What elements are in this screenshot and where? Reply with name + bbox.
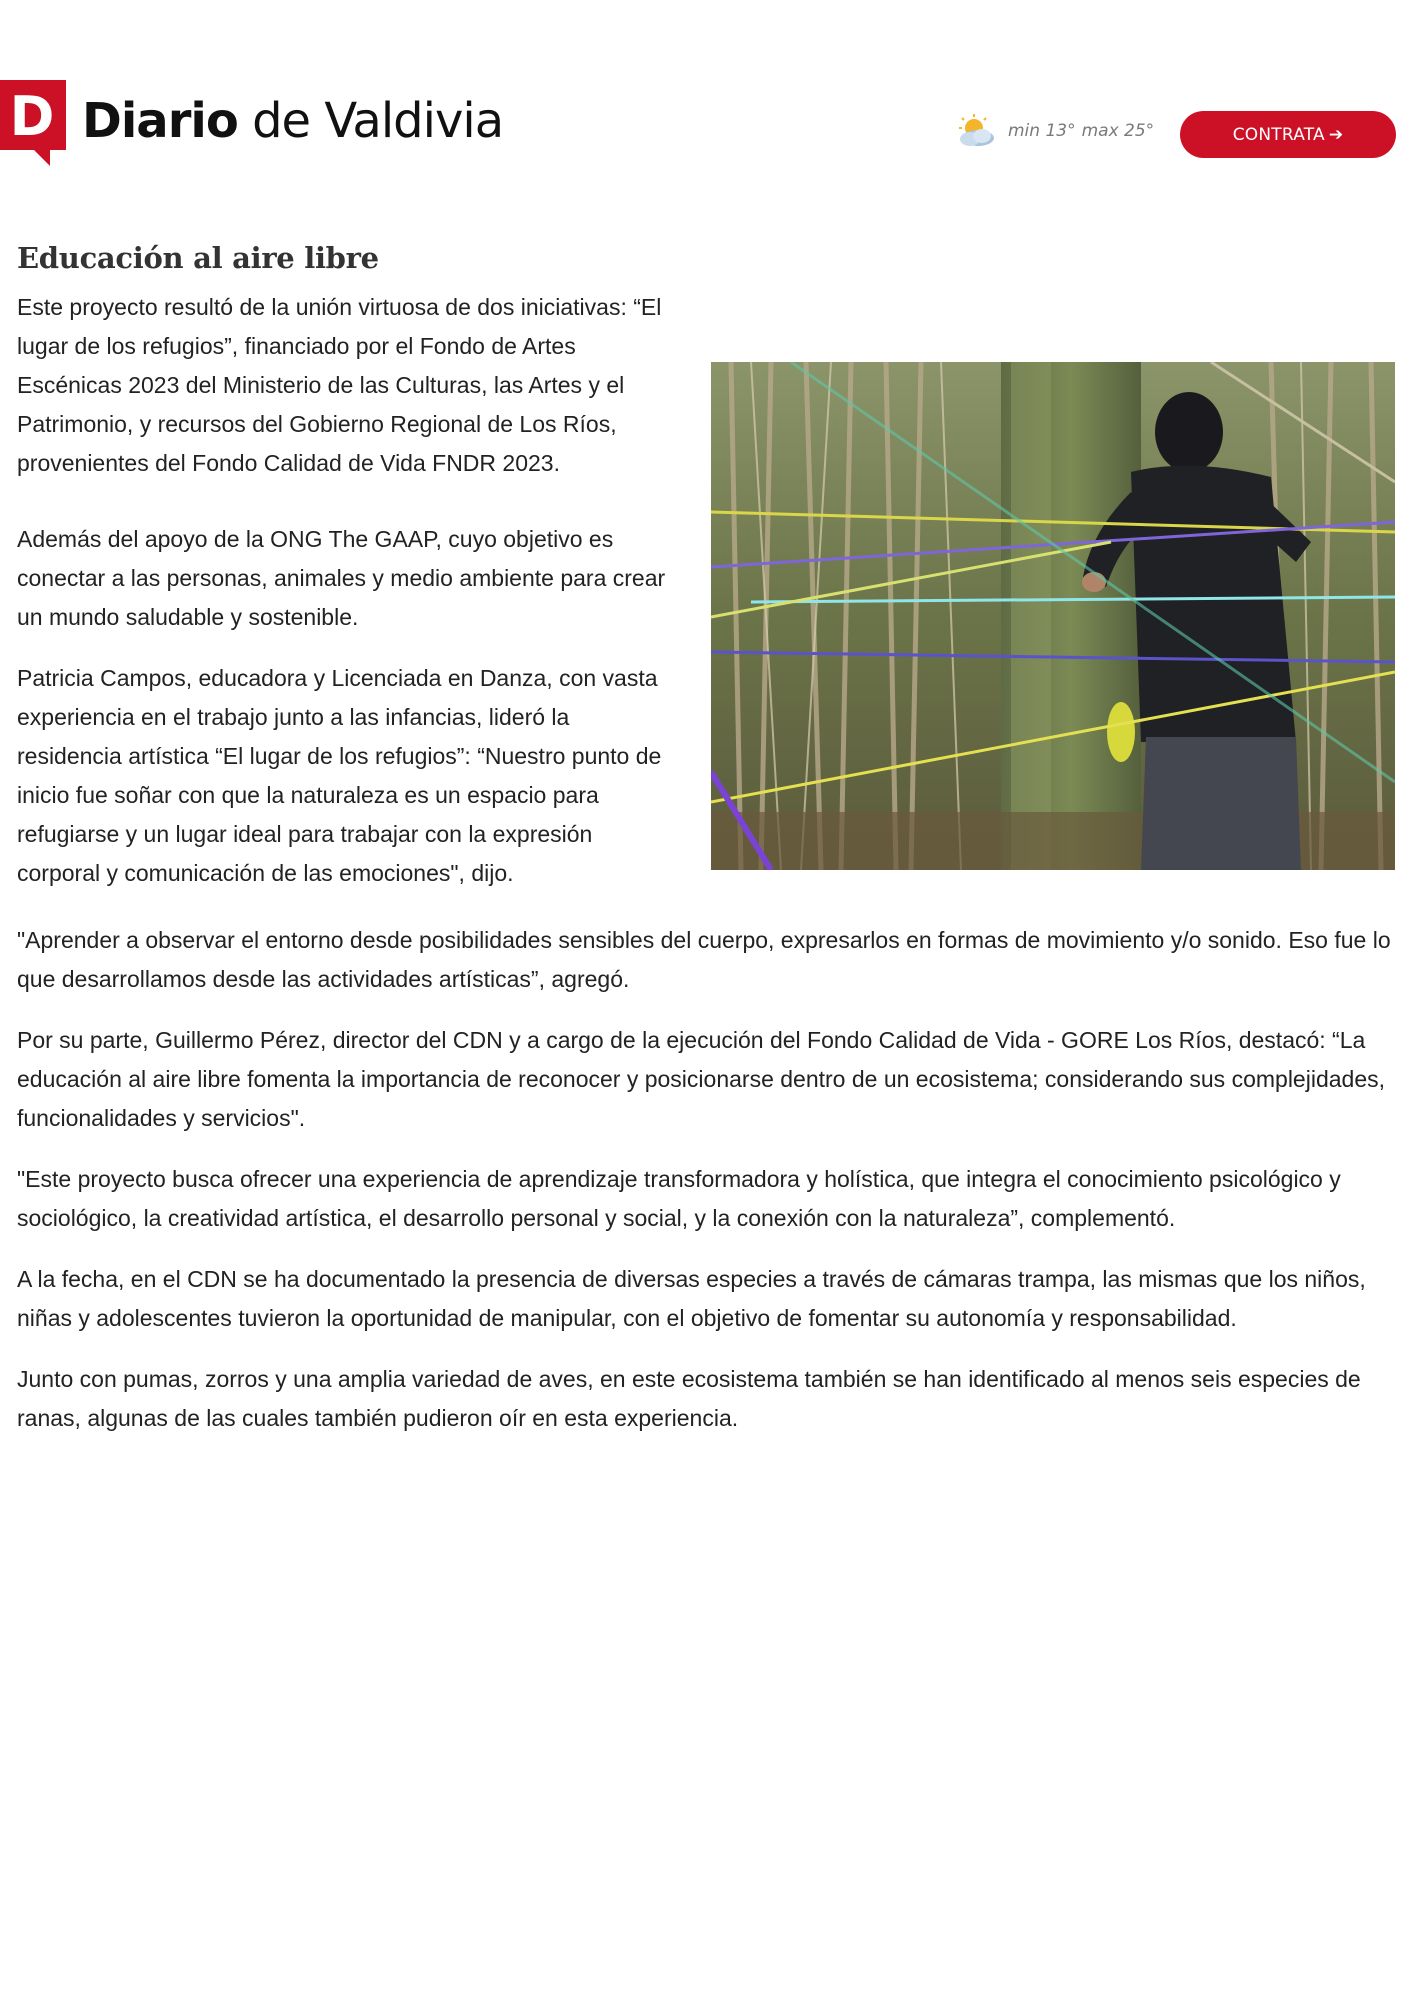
- logo-name-regular: de Valdivia: [252, 93, 504, 149]
- site-header: [0, 0, 1414, 180]
- section-heading: Educación al aire libre: [17, 241, 379, 275]
- site-logo[interactable]: [0, 80, 503, 166]
- weather-max: max 25°: [1081, 121, 1155, 141]
- article-paragraph: Este proyecto resultó de la unión virtuosa de dos iniciativas: “El lugar de los refugios”, financiado por el Fondo de Artes Escénicas 2023 del Ministerio de las Culturas, las Artes y el Patrimonio, y recursos del Gobierno Regional de Los Ríos, provenientes del Fondo Calidad de Vida FNDR 2023.: [17, 294, 662, 476]
- article-paragraph: "Aprender a observar el entorno desde posibilidades sensibles del cuerpo, expresarlos en formas de movimiento y/o sonido. Eso fue lo que desarrollamos desde las actividades artísticas”, agregó.: [17, 927, 1391, 992]
- arrow-right-icon: ➔: [1328, 124, 1344, 145]
- article-paragraph: Además del apoyo de la ONG The GAAP, cuyo objetivo es conectar a las personas, animales y medio ambiente para crear un mundo saludable y sostenible.: [17, 526, 666, 630]
- forest-photo-illustration: [711, 362, 1395, 870]
- logo-name-bold: Diario: [82, 93, 238, 149]
- article-paragraph: Patricia Campos, educadora y Licenciada en Danza, con vasta experiencia en el trabajo junto a las infancias, lideró la residencia artística “El lugar de los refugios”: “Nuestro punto de inicio fue soñar con que la naturaleza es un espacio para refugiarse y un lugar ideal para trabajar con la expresión corporal y comunicación de las emociones", dijo.: [17, 665, 662, 886]
- logo-wordmark: [82, 93, 504, 149]
- article-body: [17, 236, 1395, 1460]
- article-paragraph: A la fecha, en el CDN se ha documentado la presencia de diversas especies a través de cámaras trampa, las mismas que los niños, niñas y adolescentes tuvieron la oportunidad de manipular, con el objetivo de fomentar su autonomía y responsabilidad.: [17, 1266, 1366, 1331]
- partly-cloudy-icon: [954, 114, 998, 148]
- logo-letter: D: [9, 85, 55, 148]
- contrata-label: CONTRATA: [1232, 124, 1325, 145]
- article-paragraph: Junto con pumas, zorros y una amplia variedad de aves, en este ecosistema también se han identificado al menos seis especies de ranas, algunas de las cuales también pudieron oír en esta experiencia.: [17, 1366, 1361, 1431]
- contrata-button[interactable]: [1180, 111, 1396, 158]
- article-paragraph: "Este proyecto busca ofrecer una experiencia de aprendizaje transformadora y holística, que integra el conocimiento psicológico y sociológico, la creatividad artística, el desarrollo personal y social, y la conexión con la naturaleza”, complementó.: [17, 1166, 1341, 1231]
- logo-mark-icon: [0, 80, 66, 166]
- weather-min: min 13°: [1008, 121, 1076, 141]
- article-photo: [711, 362, 1395, 870]
- weather-widget: [954, 114, 1154, 148]
- article-paragraph: Por su parte, Guillermo Pérez, director del CDN y a cargo de la ejecución del Fondo Calidad de Vida - GORE Los Ríos, destacó: “La educación al aire libre fomenta la importancia de reconocer y posicionarse dentro de un ecosistema; considerando sus complejidades, funcionalidades y servicios".: [17, 1027, 1385, 1131]
